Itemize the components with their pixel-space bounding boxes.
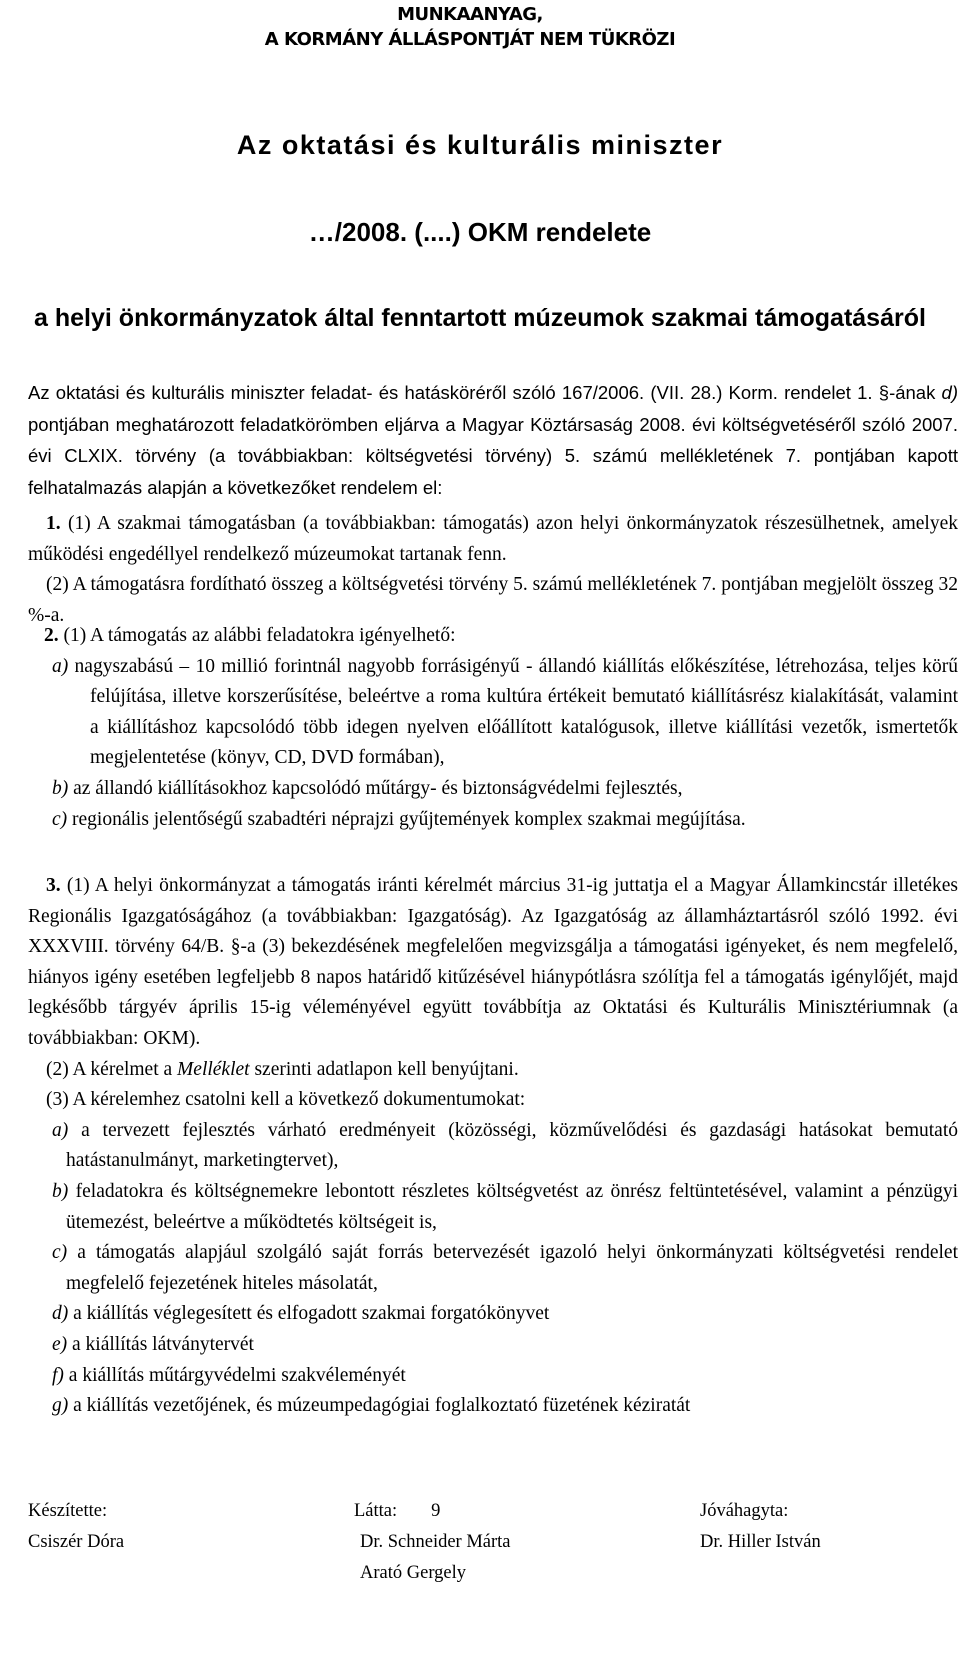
section-2-item-b: b) az állandó kiállításokhoz kapcsolódó műtárgy- és biztonságvédelmi fejlesztés, bbox=[52, 777, 683, 799]
seen-label: Látta: bbox=[354, 1501, 398, 1521]
section-3-para-1: (1) A helyi önkormányzat a támogatás iránti kérelmét március 31-ig juttatja el a Magyar Államkincstár illetékes Regionális Igazgatóságához (a továbbiakban: Igazgatóság). Az Igazgatóság az államháztartásról szóló 1992. évi XXXVIII. törvény 64/B. §-a (3) bekezdésének megfelelően megvizsgálja a támogatási igényeket, és nem megfelelő, hiányos igény esetében legfeljebb 8 napos határidő kitűzésével hiánypótlásra szólítja fel a támogatás igénylőjét, majd legkésőbb tárgyév április 15-ig véleményével együtt továbbítja az Oktatási és Kulturális Minisztériumnak (a továbbiakban: OKM). bbox=[28, 875, 958, 1049]
section-3-item-g: g) a kiállítás vezetőjének, és múzeumpedagógiai foglalkoztató füzetének kéziratát bbox=[52, 1395, 691, 1417]
seen-name-2: Arató Gergely bbox=[360, 1563, 466, 1583]
section-2-item-a: a) nagyszabású – 10 millió forintnál nagyobb forrásigényű - állandó kiállítás előkészítése, létrehozása, teljes körű felújítása, illetve korszerűsítése, beleértve a roma kultúra értékeit bemutató kiállításrész kialakítását, valamint a kiállításhoz kapcsolódó több idegen nyelven előállított katalógusok, illetve kiállítási vezetők, ismertetők megjelentetése (könyv, CD, DVD formában), bbox=[52, 655, 958, 769]
section-3 bbox=[28, 871, 958, 1422]
section-1 bbox=[28, 509, 958, 631]
draft-watermark bbox=[250, 2, 690, 52]
section-3-item-c: c) a támogatás alapjául szolgáló saját forrás betervezését igazoló helyi önkormányzati költségvetési rendelet megfelelő fejezetének hiteles másolatát, bbox=[52, 1242, 958, 1294]
section-2-number: 2. bbox=[44, 625, 59, 646]
preamble-part-1: Az oktatási és kulturális miniszter feladat- és hatásköréről szóló 167/2006. (VII. 28.) Korm. rendelet 1. bbox=[28, 382, 879, 403]
section-1-para-1: (1) A szakmai támogatásban (a továbbiakban: támogatás) azon helyi önkormányzatok részesülhetnek, amelyek működési engedéllyel rendelkező múzeumokat tartanak fenn. bbox=[28, 513, 958, 565]
section-3-item-b: b) feladatokra és költségnemekre lebontott részletes költségvetést az önrész feltüntetésével, valamint a pénzügyi ütemezést, beleértve a működtetés költségeit is, bbox=[52, 1180, 958, 1233]
footer-approved-column bbox=[700, 1496, 821, 1558]
section-2 bbox=[28, 621, 958, 835]
approved-label: Jóváhagyta: bbox=[700, 1501, 789, 1521]
section-2-intro: (1) A támogatás az alábbi feladatokra igényelhető: bbox=[58, 625, 456, 646]
seen-line bbox=[354, 1496, 511, 1527]
watermark-line-2: A KORMÁNY ÁLLÁSPONTJÁT NEM TÜKRÖZI bbox=[264, 29, 676, 50]
section-2-item-c: c) regionális jelentőségű szabadtéri néprajzi gyűjtemények komplex szakmai megújítása. bbox=[52, 808, 746, 830]
section-1-para-2: (2) A támogatásra fordítható összeg a költségvetési törvény 5. számú mellékletének 7. pontjában megjelölt összeg 32 %-a. bbox=[28, 574, 958, 626]
preamble bbox=[28, 378, 958, 504]
section-3-para-2: (2) A kérelmet a Melléklet szerinti adatlapon kell benyújtani. bbox=[46, 1058, 519, 1080]
preamble-part-2: §-ának bbox=[878, 382, 942, 403]
footer-seen-column bbox=[354, 1496, 511, 1589]
section-3-item-f: f) a kiállítás műtárgyvédelmi szakvéleményét bbox=[52, 1364, 406, 1386]
watermark-line-1: MUNKAANYAG, bbox=[397, 4, 543, 25]
preamble-part-3: d) bbox=[941, 382, 958, 403]
preamble-part-4: pontjában meghatározott feladatkörömben eljárva a Magyar Köztársaság 2008. évi költségvetéséről szóló 2007. évi CLXIX. törvény (a továbbiakban: költségvetési törvény) 5. számú mellékletének 7. pontjában kapott felhatalmazás alapján a következőket rendelem el: bbox=[28, 413, 958, 498]
subject-title: a helyi önkormányzatok által fenntartott múzeumok szakmai támogatásáról bbox=[34, 304, 926, 332]
decree-title: …/2008. (....) OKM rendelete bbox=[308, 217, 652, 247]
signature-footer bbox=[28, 1496, 958, 1656]
prepared-name: Csiszér Dóra bbox=[28, 1532, 125, 1552]
section-3-item-e: e) a kiállítás látványtervét bbox=[52, 1333, 254, 1355]
section-3-para-3: (3) A kérelemhez csatolni kell a következő dokumentumokat: bbox=[46, 1089, 526, 1111]
prepared-label: Készítette: bbox=[28, 1501, 108, 1521]
approved-name: Dr. Hiller István bbox=[700, 1532, 821, 1552]
section-3-item-d: d) a kiállítás véglegesített és elfogadott szakmai forgatókönyvet bbox=[52, 1303, 550, 1325]
section-1-number: 1. bbox=[46, 513, 61, 534]
section-3-item-a: a) a tervezett fejlesztés várható eredményeit (közösségi, közművelődési és gazdasági hatásokat bemutató hatástanulmányt, marketingtervet), bbox=[52, 1119, 958, 1172]
section-3-number: 3. bbox=[46, 875, 61, 896]
footer-prepared-column bbox=[28, 1496, 124, 1558]
author-title: Az oktatási és kulturális miniszter bbox=[236, 130, 724, 160]
seen-name-1: Dr. Schneider Márta bbox=[360, 1532, 511, 1552]
seen-count: 9 bbox=[431, 1501, 441, 1521]
